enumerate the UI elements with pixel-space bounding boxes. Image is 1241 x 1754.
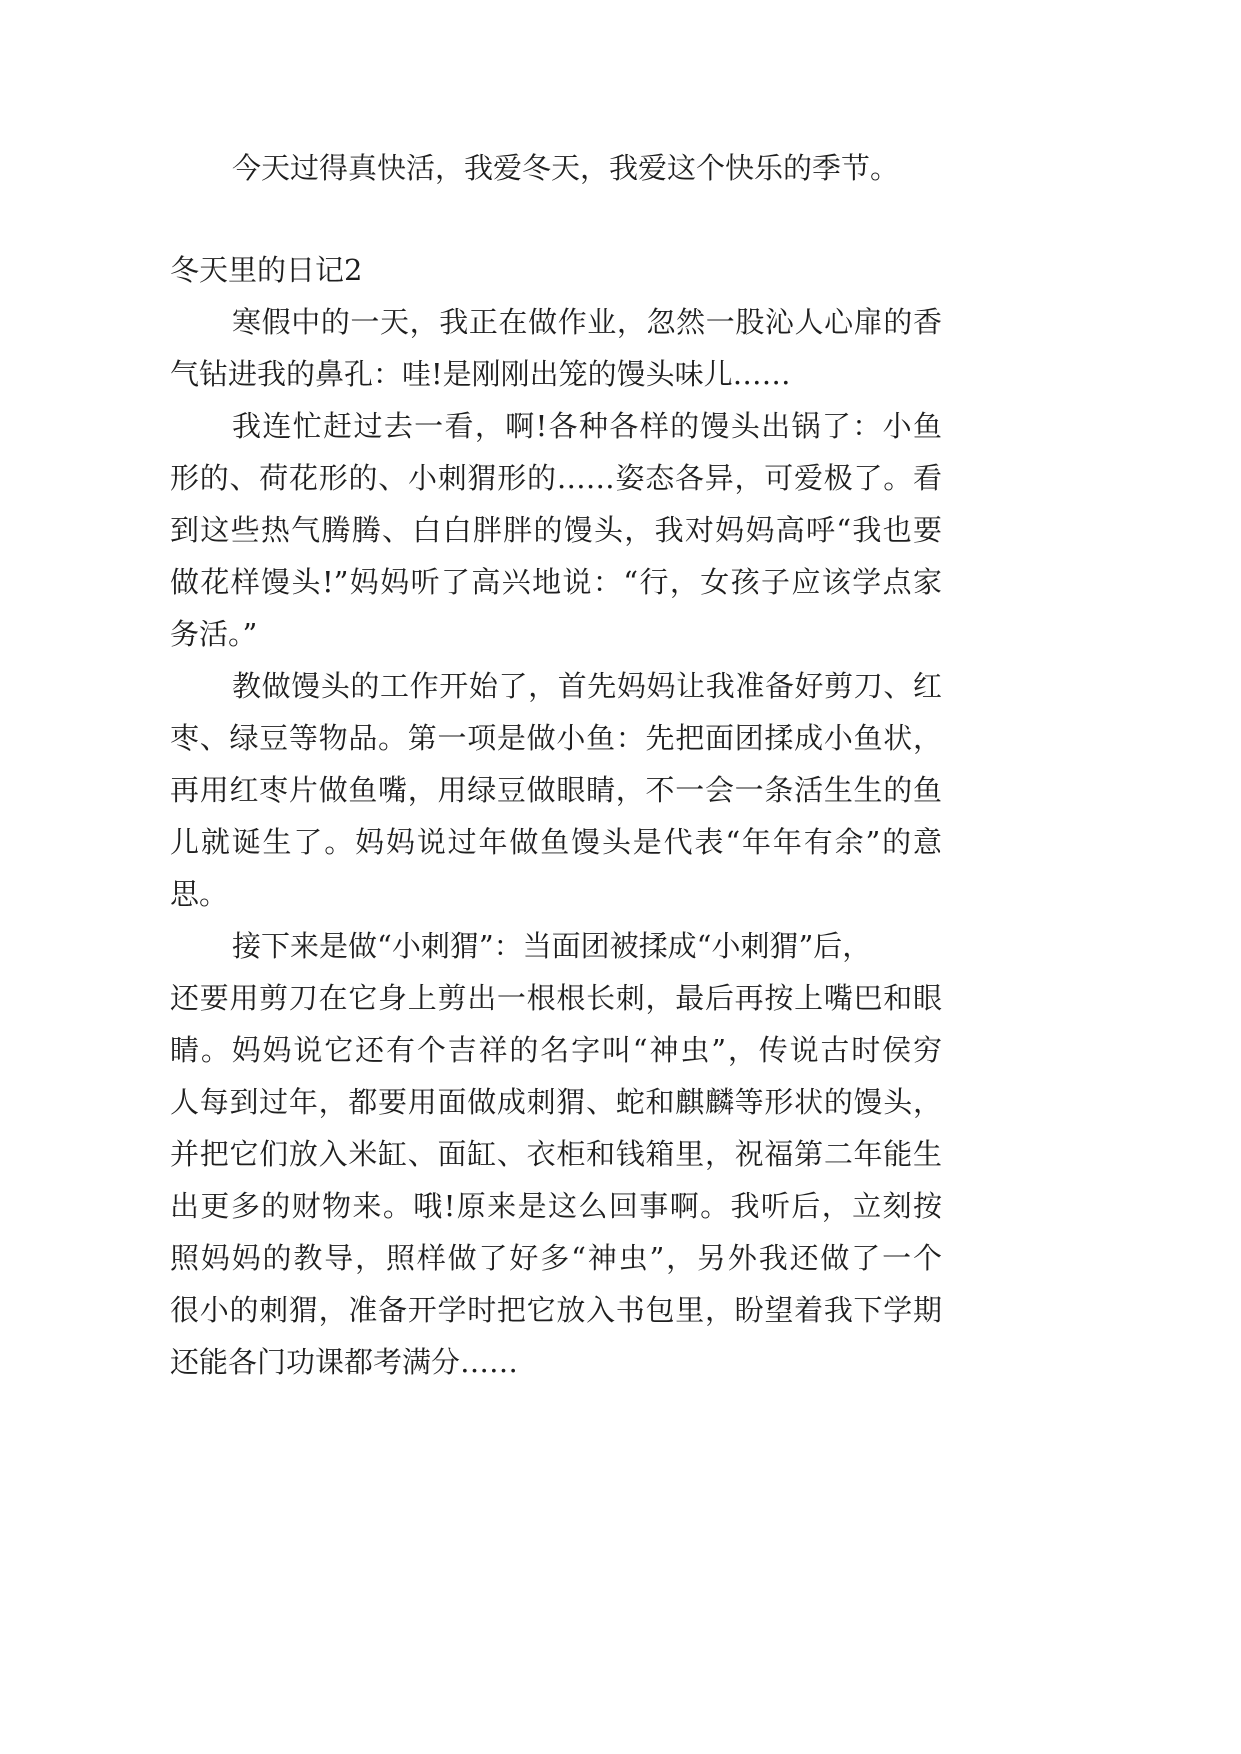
previous-entry-closing-line: 今天过得真快活，我爱冬天，我爱这个快乐的季节。 <box>232 151 900 185</box>
paragraph-line: 人每到过年，都要用面做成刺猬、蛇和麒麟等形状的馒头， <box>170 1085 942 1119</box>
paragraph-line: 寒假中的一天，我正在做作业，忽然一股沁人心扉的香 <box>232 305 942 339</box>
paragraph-line: 还能各门功课都考满分…… <box>170 1345 519 1379</box>
paragraph-line: 很小的刺猬，准备开学时把它放入书包里，盼望着我下学期 <box>170 1293 942 1327</box>
paragraph <box>170 296 942 400</box>
paragraph-line: 做花样馒头!”妈妈听了高兴地说：“行，女孩子应该学点家 <box>170 565 942 599</box>
paragraph <box>170 400 942 660</box>
paragraph-line: 气钻进我的鼻孔：哇!是刚刚出笼的馒头味儿…… <box>170 357 791 391</box>
paragraph-line: 儿就诞生了。妈妈说过年做鱼馒头是代表“年年有余”的意 <box>170 825 942 859</box>
paragraph-line: 出更多的财物来。哦!原来是这么回事啊。我听后，立刻按 <box>170 1189 942 1223</box>
paragraph <box>170 920 942 1388</box>
paragraph-line: 睛。妈妈说它还有个吉祥的名字叫“神虫”，传说古时侯穷 <box>170 1033 942 1067</box>
paragraph-line: 思。 <box>170 877 229 911</box>
diary-entry-title: 冬天里的日记2 <box>170 253 363 287</box>
paragraph <box>170 660 942 920</box>
paragraph-line: 接下来是做“小刺猬”：当面团被揉成“小刺猬”后， <box>232 929 872 963</box>
paragraph-line: 务活。” <box>170 617 258 651</box>
paragraph-line: 照妈妈的教导，照样做了好多“神虫”，另外我还做了一个 <box>170 1241 942 1275</box>
paragraph-line: 到这些热气腾腾、白白胖胖的馒头，我对妈妈高呼“我也要 <box>170 513 942 547</box>
paragraph-line: 并把它们放入米缸、面缸、衣柜和钱箱里，祝福第二年能生 <box>170 1137 942 1171</box>
document-body <box>170 142 942 1388</box>
paragraph-line: 枣、绿豆等物品。第一项是做小鱼：先把面团揉成小鱼状， <box>170 721 942 755</box>
paragraph-line: 教做馒头的工作开始了，首先妈妈让我准备好剪刀、红 <box>232 669 942 703</box>
paragraph-line: 形的、荷花形的、小刺猬形的……姿态各异，可爱极了。看 <box>170 461 942 495</box>
paragraph-line: 再用红枣片做鱼嘴，用绿豆做眼睛，不一会一条活生生的鱼 <box>170 773 942 807</box>
paragraph-line: 我连忙赶过去一看，啊!各种各样的馒头出锅了：小鱼 <box>232 409 942 443</box>
paragraph-line: 还要用剪刀在它身上剪出一根根长刺，最后再按上嘴巴和眼 <box>170 981 942 1015</box>
